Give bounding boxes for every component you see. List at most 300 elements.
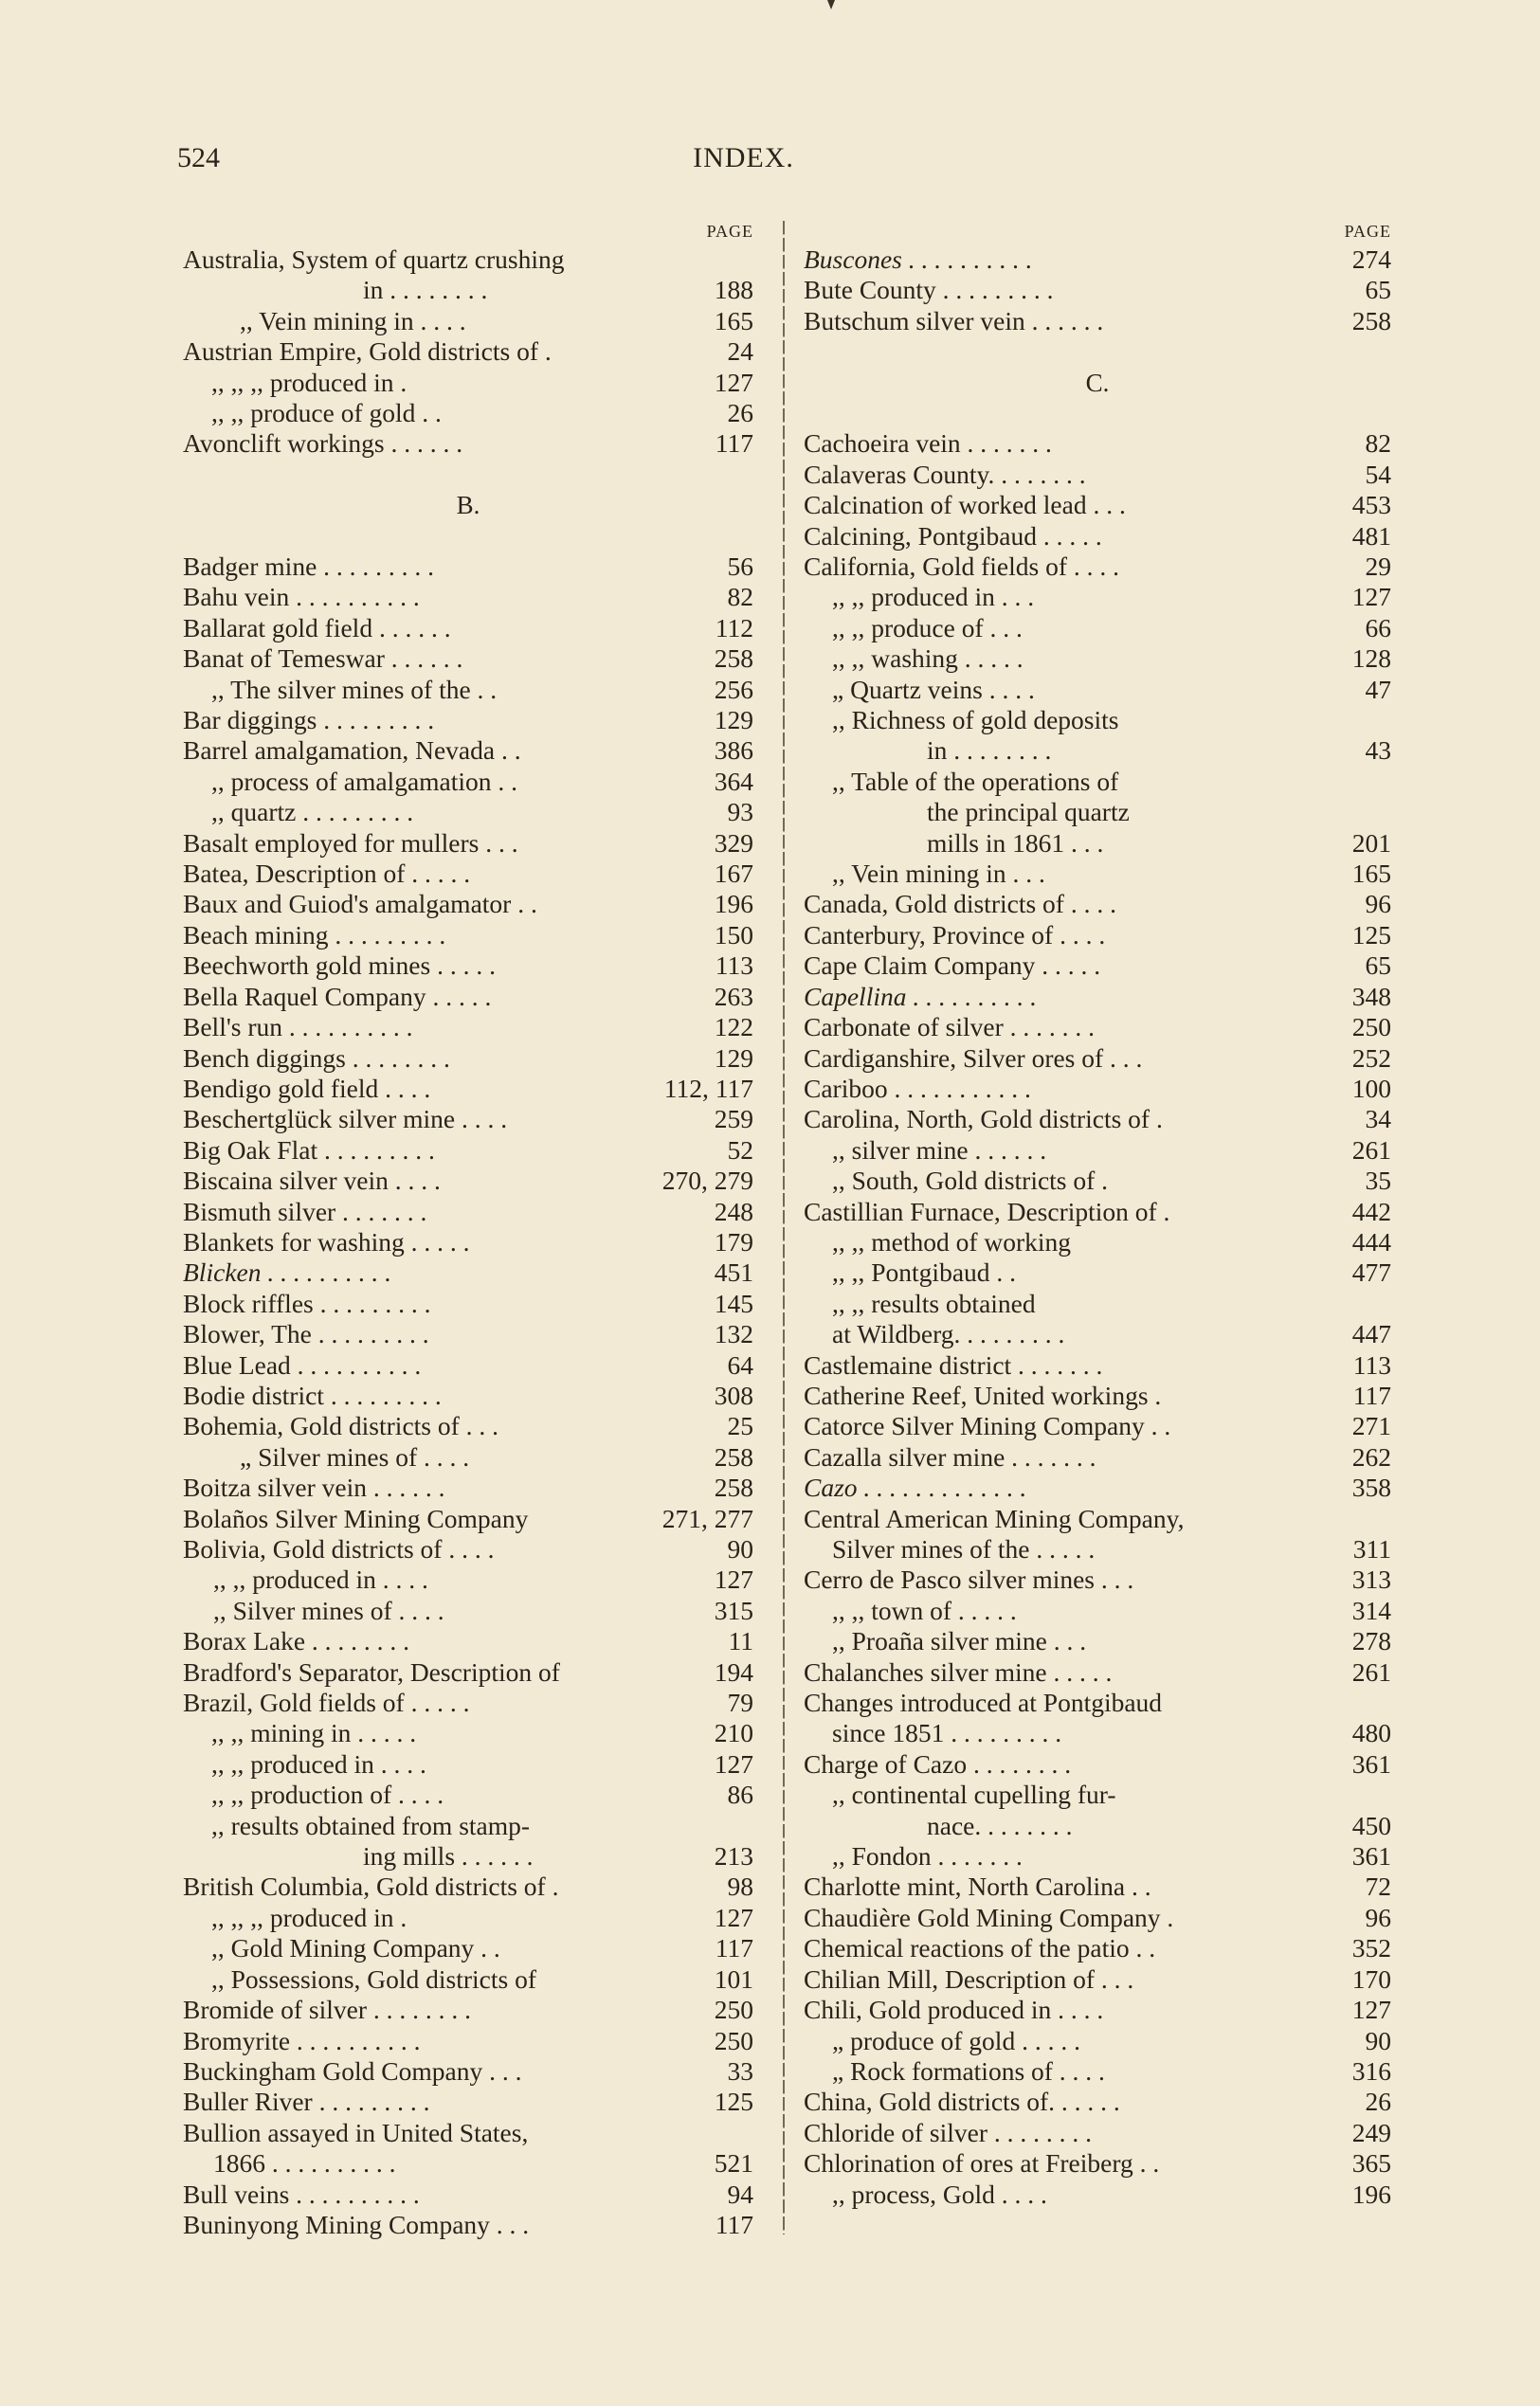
index-entry — [183, 1257, 753, 1288]
entry-page: 256 — [714, 674, 753, 704]
entry-text: Calaveras County. . . . . . . . — [804, 459, 1086, 489]
entry-page: 117 — [715, 1933, 753, 1963]
index-entry — [183, 1411, 753, 1441]
index-entry — [183, 859, 753, 889]
index-entry — [804, 1074, 1391, 1104]
index-entry — [804, 428, 1391, 459]
entry-text: Cariboo . . . . . . . . . . . — [804, 1073, 1031, 1103]
entry-page: 47 — [1365, 674, 1391, 704]
entry-text: ing mills . . . . . . — [363, 1841, 534, 1872]
entry-text: Big Oak Flat . . . . . . . . . — [183, 1134, 435, 1165]
entry-text: „ Quartz veins . . . . — [832, 674, 1035, 704]
entry-text: Central American Mining Company, — [804, 1503, 1185, 1533]
entry-page: 521 — [714, 2148, 753, 2179]
entry-page: 96 — [1365, 889, 1391, 919]
entry-text: Beechworth gold mines . . . . . — [183, 950, 496, 981]
entry-page: 167 — [714, 859, 753, 889]
entry-page: 258 — [714, 643, 753, 674]
entry-text: Bell's run . . . . . . . . . . — [183, 1012, 413, 1042]
index-entry — [804, 705, 1391, 735]
entry-page: 261 — [1351, 1134, 1391, 1165]
right-entries — [804, 244, 1391, 2210]
index-entry — [183, 613, 753, 643]
entry-text: ,, ,, ,, produced in . — [211, 367, 408, 397]
entry-text: ,, ,, washing . . . . . — [832, 643, 1024, 674]
entry-text: Bolaños Silver Mining Company — [183, 1503, 529, 1533]
index-entry — [804, 1964, 1391, 1995]
index-entry — [804, 1596, 1391, 1626]
left-column — [183, 218, 753, 2240]
entry-page: 313 — [1351, 1565, 1391, 1595]
entry-page: 348 — [1351, 981, 1391, 1011]
entry-page: 90 — [727, 1534, 753, 1565]
index-entry — [804, 1780, 1391, 1810]
entry-text: Blower, The . . . . . . . . . — [183, 1319, 429, 1349]
index-entry — [804, 1166, 1391, 1196]
index-entry — [183, 1197, 753, 1227]
index-entry — [183, 920, 753, 950]
index-entry — [183, 1442, 753, 1473]
index-entry — [804, 1718, 1391, 1748]
entry-page: 365 — [1351, 2148, 1391, 2179]
entry-text: ,, Vein mining in . . . — [832, 859, 1045, 889]
index-entry — [804, 1841, 1391, 1872]
index-entry — [804, 2148, 1391, 2179]
spacer — [804, 336, 1391, 367]
entry-text: Blue Lead . . . . . . . . . . — [183, 1349, 422, 1380]
index-entry — [804, 1688, 1391, 1718]
entry-text: ,, ,, production of . . . . — [211, 1780, 444, 1810]
index-entry — [804, 1504, 1391, 1534]
entry-page: 33 — [727, 2055, 753, 2086]
entry-page: 113 — [1352, 1349, 1391, 1380]
index-entry — [183, 2148, 753, 2179]
entry-page: 196 — [714, 889, 753, 919]
index-entry — [183, 2210, 753, 2240]
entry-text: China, Gold districts of. . . . . . — [804, 2087, 1120, 2117]
index-entry — [183, 1350, 753, 1381]
index-entry — [183, 244, 753, 275]
entry-text: ,, Silver mines of . . . . — [213, 1595, 444, 1625]
entry-text: Bohemia, Gold districts of . . . — [183, 1411, 499, 1441]
entry-text: Australia, System of quartz crushing — [183, 244, 565, 274]
entry-text: Chloride of silver . . . . . . . . — [804, 2117, 1092, 2147]
entry-page: 150 — [714, 919, 753, 950]
entry-text: ,, ,, produced in . . . . — [211, 1748, 426, 1779]
index-entry — [804, 1411, 1391, 1441]
entry-page: 101 — [714, 1963, 753, 1994]
entry-text: British Columbia, Gold districts of . — [183, 1872, 559, 1902]
entry-text: Brazil, Gold fields of . . . . . — [183, 1688, 470, 1718]
entry-page: 98 — [727, 1872, 753, 1902]
entry-page: 24 — [727, 336, 753, 367]
entry-page: 127 — [714, 367, 753, 397]
index-entry — [804, 521, 1391, 552]
entry-page: 451 — [714, 1257, 753, 1288]
index-entry — [804, 2056, 1391, 2087]
entry-page: 261 — [1351, 1656, 1391, 1687]
entry-text: Avonclift workings . . . . . . — [183, 428, 463, 459]
entry-page: 26 — [1365, 2087, 1391, 2117]
entry-page: 90 — [1365, 2025, 1391, 2055]
entry-text: ,, silver mine . . . . . . — [832, 1134, 1047, 1165]
entry-page: 127 — [1351, 1995, 1391, 2025]
index-entry — [183, 428, 753, 459]
entry-page: 43 — [1365, 735, 1391, 766]
entry-page: 442 — [1351, 1196, 1391, 1226]
index-entry — [183, 1504, 753, 1534]
entry-text: Blicken . . . . . . . . . . — [183, 1257, 391, 1288]
index-entry — [183, 1289, 753, 1319]
entry-page: 271 — [1351, 1411, 1391, 1441]
entry-text: Catherine Reef, United workings . — [804, 1380, 1162, 1410]
entry-page: 96 — [1365, 1902, 1391, 1932]
entry-text: ,, ,, produced in . . . — [832, 582, 1035, 612]
entry-text: Bull veins . . . . . . . . . . — [183, 2179, 420, 2209]
entry-text: ,, process of amalgamation . . — [211, 766, 518, 796]
entry-text: ,, ,, Pontgibaud . . — [832, 1257, 1017, 1288]
index-entry — [183, 1104, 753, 1134]
entry-text: Boitza silver vein . . . . . . — [183, 1473, 445, 1503]
entry-text: ,, continental cupelling fur- — [832, 1780, 1116, 1810]
index-entry — [804, 889, 1391, 919]
index-entry — [804, 582, 1391, 612]
entry-page: 258 — [714, 1441, 753, 1472]
entry-page: 250 — [714, 2025, 753, 2055]
index-entry — [183, 336, 753, 367]
entry-page: 66 — [1365, 612, 1391, 642]
entry-page: 480 — [1351, 1718, 1391, 1748]
entry-page: 450 — [1351, 1810, 1391, 1840]
entry-page: 274 — [1351, 244, 1391, 274]
index-entry — [804, 1933, 1391, 1963]
entry-text: ,, South, Gold districts of . — [832, 1166, 1109, 1196]
index-entry — [804, 1565, 1391, 1595]
index-entry — [183, 889, 753, 919]
index-entry — [183, 1964, 753, 1995]
index-entry — [183, 1166, 753, 1196]
entry-page: 122 — [714, 1012, 753, 1042]
entry-page: 453 — [1351, 490, 1391, 520]
index-entry — [804, 552, 1391, 582]
index-entry — [183, 982, 753, 1012]
index-entry — [804, 1534, 1391, 1565]
entry-page: 213 — [714, 1841, 753, 1872]
index-entry — [804, 1473, 1391, 1503]
page-column-label: PAGE — [1344, 222, 1391, 241]
entry-page: 444 — [1351, 1226, 1391, 1257]
index-entry — [804, 275, 1391, 305]
left-entries — [183, 244, 753, 2240]
entry-page: 11 — [728, 1626, 753, 1656]
index-entry — [183, 643, 753, 674]
index-entry — [183, 275, 753, 305]
index-entry — [183, 705, 753, 735]
index-entry — [183, 2087, 753, 2117]
index-entry — [183, 1473, 753, 1503]
entry-page: 447 — [1351, 1319, 1391, 1349]
index-entry — [804, 982, 1391, 1012]
entry-text: Carolina, North, Gold districts of . — [804, 1104, 1163, 1134]
index-entry — [804, 2180, 1391, 2210]
index-entry — [804, 920, 1391, 950]
index-entry — [804, 1135, 1391, 1166]
entry-text: at Wildberg. . . . . . . . . — [832, 1319, 1065, 1349]
entry-text: ,, ,, results obtained — [832, 1288, 1036, 1318]
page-number: 524 — [177, 142, 220, 173]
entry-text: Bench diggings . . . . . . . . — [183, 1042, 450, 1073]
entry-page: 132 — [714, 1319, 753, 1349]
index-entry — [804, 1227, 1391, 1257]
entry-page: 54 — [1365, 459, 1391, 489]
entry-text: Barrel amalgamation, Nevada . . — [183, 735, 521, 766]
entry-text: Basalt employed for mullers . . . — [183, 827, 518, 858]
index-entry — [183, 1319, 753, 1349]
index-entry — [804, 2087, 1391, 2117]
entry-text: ,, Vein mining in . . . . — [240, 305, 466, 335]
entry-text: Buscones . . . . . . . . . . — [804, 244, 1033, 274]
entry-text: ,, results obtained from stamp- — [211, 1810, 531, 1840]
entry-text: Castillian Furnace, Description of . — [804, 1196, 1170, 1226]
index-entry — [183, 1381, 753, 1411]
entry-text: Bahu vein . . . . . . . . . . — [183, 582, 420, 612]
entry-page: 250 — [1351, 1012, 1391, 1042]
entry-page: 113 — [715, 950, 753, 981]
entry-text: ,, ,, produced in . . . . — [213, 1565, 428, 1595]
entry-page: 29 — [1365, 552, 1391, 582]
index-entry — [804, 828, 1391, 859]
entry-text: ,, Richness of gold deposits — [832, 705, 1119, 735]
entry-page: 34 — [1365, 1104, 1391, 1134]
index-entry — [183, 552, 753, 582]
index-entry — [183, 1811, 753, 1841]
index-entry — [183, 306, 753, 336]
index-entry — [804, 2118, 1391, 2148]
index-entry — [183, 797, 753, 827]
entry-page: 194 — [714, 1656, 753, 1687]
entry-page: 481 — [1351, 520, 1391, 551]
index-entry — [804, 1995, 1391, 2025]
index-entry — [804, 306, 1391, 336]
index-entry — [183, 2118, 753, 2148]
index-entry — [804, 1626, 1391, 1656]
spacer — [183, 460, 753, 490]
index-entry — [804, 460, 1391, 490]
entry-text: Bella Raquel Company . . . . . — [183, 981, 492, 1011]
index-entry — [183, 1780, 753, 1810]
entry-page: 82 — [727, 582, 753, 612]
entry-page: 26 — [727, 398, 753, 428]
index-entry — [804, 1749, 1391, 1780]
entry-page: 117 — [1352, 1380, 1391, 1410]
entry-text: ,, ,, produce of . . . — [832, 612, 1023, 642]
index-entry — [183, 1903, 753, 1933]
index-entry — [804, 1657, 1391, 1688]
entry-page: 170 — [1351, 1963, 1391, 1994]
index-entry — [804, 1381, 1391, 1411]
entry-text: Beach mining . . . . . . . . . — [183, 919, 446, 950]
index-entry — [804, 1903, 1391, 1933]
entry-page: 316 — [1351, 2055, 1391, 2086]
index-entry — [183, 1043, 753, 1074]
entry-page: 165 — [714, 305, 753, 335]
entry-page: 127 — [714, 1565, 753, 1595]
index-entry — [183, 2056, 753, 2087]
spacer — [804, 398, 1391, 428]
entry-text: Calcining, Pontgibaud . . . . . — [804, 520, 1102, 551]
entry-text: Changes introduced at Pontgibaud — [804, 1688, 1163, 1718]
index-entry — [804, 859, 1391, 889]
entry-text: Cape Claim Company . . . . . — [804, 950, 1101, 981]
page-header — [177, 142, 1310, 180]
entry-text: mills in 1861 . . . — [927, 827, 1104, 858]
index-entry — [183, 1718, 753, 1748]
entry-text: Batea, Description of . . . . . — [183, 859, 471, 889]
index-entry — [804, 1012, 1391, 1042]
index-entry — [183, 1841, 753, 1872]
entry-text: Bromide of silver . . . . . . . . — [183, 1995, 471, 2025]
entry-text: Charge of Cazo . . . . . . . . — [804, 1748, 1072, 1779]
entry-text: Biscaina silver vein . . . . — [183, 1166, 441, 1196]
entry-text: ,, Table of the operations of — [832, 766, 1119, 796]
index-entry — [183, 1657, 753, 1688]
entry-text: ,, Proaña silver mine . . . — [832, 1626, 1087, 1656]
index-entry — [183, 1074, 753, 1104]
index-entry — [804, 767, 1391, 797]
running-head: INDEX. — [693, 142, 794, 173]
entry-page: 117 — [715, 2209, 753, 2239]
entry-text: „ Rock formations of . . . . — [832, 2055, 1105, 2086]
section-letter: B. — [456, 491, 480, 520]
index-entry — [804, 1197, 1391, 1227]
entry-text: the principal quartz — [927, 797, 1130, 827]
index-entry — [183, 828, 753, 859]
entry-page: 352 — [1351, 1933, 1391, 1963]
entry-page: 270, 279 — [661, 1166, 753, 1196]
entry-page: 258 — [1351, 305, 1391, 335]
entry-page: 52 — [727, 1134, 753, 1165]
entry-text: Baux and Guiod's amalgamator . . — [183, 889, 537, 919]
index-entry — [804, 1872, 1391, 1902]
entry-text: ,, process, Gold . . . . — [832, 2179, 1047, 2209]
index-entry — [183, 1012, 753, 1042]
entry-page: 129 — [714, 1042, 753, 1073]
entry-page: 65 — [1365, 275, 1391, 305]
section-letter: C. — [1085, 368, 1110, 397]
entry-text: Block riffles . . . . . . . . . — [183, 1288, 431, 1318]
entry-text: Castlemaine district . . . . . . . — [804, 1349, 1103, 1380]
index-entry — [804, 1289, 1391, 1319]
index-entry — [183, 1995, 753, 2025]
page-column-label: PAGE — [706, 222, 753, 241]
entry-page: 145 — [714, 1288, 753, 1318]
entry-page: 179 — [714, 1226, 753, 1257]
entry-text: Banat of Temeswar . . . . . . — [183, 643, 463, 674]
index-entry — [804, 1442, 1391, 1473]
entry-text: ,, ,, produce of gold . . — [211, 398, 442, 428]
index-entry — [183, 1688, 753, 1718]
entry-text: Cardiganshire, Silver ores of . . . — [804, 1042, 1143, 1073]
entry-page: 329 — [714, 827, 753, 858]
index-entry — [183, 675, 753, 705]
entry-text: in . . . . . . . . — [363, 275, 488, 305]
entry-text: Bendigo gold field . . . . — [183, 1073, 431, 1103]
index-entry — [804, 613, 1391, 643]
entry-text: Badger mine . . . . . . . . . — [183, 552, 435, 582]
index-entry — [804, 244, 1391, 275]
index-entry — [183, 1227, 753, 1257]
entry-page: 128 — [1351, 643, 1391, 674]
entry-text: Bismuth silver . . . . . . . — [183, 1196, 427, 1226]
entry-text: Bromyrite . . . . . . . . . . — [183, 2025, 421, 2055]
entry-page: 125 — [714, 2087, 753, 2117]
entry-page: 79 — [727, 1688, 753, 1718]
entry-page: 311 — [1352, 1534, 1391, 1565]
entry-page: 86 — [727, 1780, 753, 1810]
index-entry — [183, 1626, 753, 1656]
entry-page: 248 — [714, 1196, 753, 1226]
right-column — [804, 218, 1391, 2210]
entry-page: 125 — [1351, 919, 1391, 950]
entry-text: Chemical reactions of the patio . . — [804, 1933, 1156, 1963]
index-entry — [804, 735, 1391, 766]
index-entry — [183, 398, 753, 428]
index-entry — [804, 1104, 1391, 1134]
entry-page: 129 — [714, 705, 753, 735]
entry-page: 82 — [1365, 428, 1391, 459]
entry-page: 358 — [1351, 1473, 1391, 1503]
entry-text: ,, ,, method of working — [832, 1226, 1072, 1257]
index-entry — [183, 1749, 753, 1780]
entry-text: Canada, Gold districts of . . . . — [804, 889, 1116, 919]
entry-text: Buller River . . . . . . . . . — [183, 2087, 430, 2117]
entry-page: 94 — [727, 2179, 753, 2209]
entry-text: since 1851 . . . . . . . . . — [832, 1718, 1062, 1748]
entry-text: ,, ,, mining in . . . . . — [211, 1718, 417, 1748]
entry-page: 188 — [714, 275, 753, 305]
entry-page: 250 — [714, 1995, 753, 2025]
entry-text: Chili, Gold produced in . . . . — [804, 1995, 1104, 2025]
entry-text: Cachoeira vein . . . . . . . — [804, 428, 1052, 459]
entry-text: Capellina . . . . . . . . . . — [804, 981, 1037, 1011]
index-entry — [804, 1257, 1391, 1288]
entry-text: Bullion assayed in United States, — [183, 2117, 529, 2147]
entry-text: in . . . . . . . . — [927, 735, 1052, 766]
entry-text: Cerro de Pasco silver mines . . . — [804, 1565, 1134, 1595]
entry-text: ,, Possessions, Gold districts of — [211, 1963, 537, 1994]
index-entry — [183, 1933, 753, 1963]
index-entry — [183, 1596, 753, 1626]
entry-text: Borax Lake . . . . . . . . — [183, 1626, 410, 1656]
entry-text: Bar diggings . . . . . . . . . — [183, 705, 435, 735]
entry-text: Buckingham Gold Company . . . — [183, 2055, 522, 2086]
index-entry — [183, 767, 753, 797]
entry-text: „ Silver mines of . . . . — [240, 1441, 470, 1472]
entry-text: ,, Fondon . . . . . . . — [832, 1841, 1023, 1872]
entry-text: ,, The silver mines of the . . — [211, 674, 498, 704]
entry-text: nace. . . . . . . . — [927, 1810, 1073, 1840]
entry-page: 364 — [714, 766, 753, 796]
index-entry — [804, 643, 1391, 674]
index-entry — [183, 1565, 753, 1595]
entry-page: 262 — [1351, 1441, 1391, 1472]
entry-page: 65 — [1365, 950, 1391, 981]
index-entry — [804, 1811, 1391, 1841]
entry-text: Silver mines of the . . . . . — [832, 1534, 1096, 1565]
entry-page: 271, 277 — [661, 1503, 753, 1533]
entry-page: 252 — [1351, 1042, 1391, 1073]
entry-text: Bodie district . . . . . . . . . — [183, 1380, 442, 1410]
